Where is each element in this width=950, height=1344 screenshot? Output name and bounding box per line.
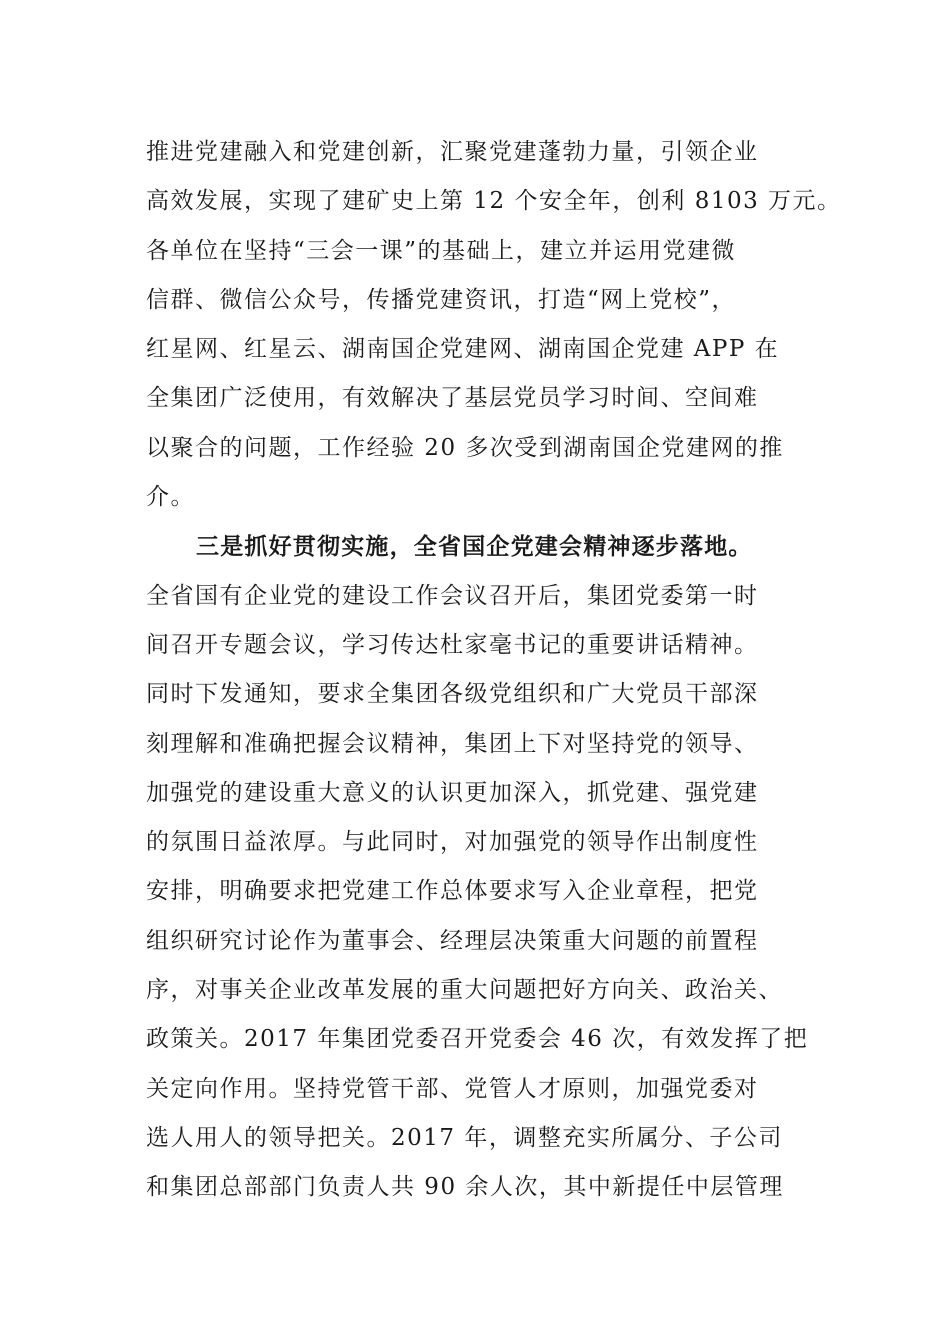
text-line: 加强党的建设重大意义的认识更加深入，抓党建、强党建 (146, 779, 759, 806)
text-line: 的氛围日益浓厚。与此同时，对加强党的领导作出制度性 (146, 829, 759, 856)
text-line: 选人用人的领导把关。2017 年，调整充实所属分、子公司 (146, 1124, 783, 1151)
text-line: 同时下发通知，要求全集团各级党组织和广大党员干部深 (146, 681, 759, 708)
text-line: 组织研究讨论作为董事会、经理层决策重大问题的前置程 (146, 927, 759, 954)
text-line: 安排，明确要求把党建工作总体要求写入企业章程，把党 (146, 878, 759, 905)
section-heading: 三是抓好贯彻实施，全省国企党建会精神逐步落地。 (196, 533, 753, 561)
text-line: 红星网、红星云、湖南国企党建网、湖南国企党建 APP 在 (146, 336, 780, 363)
text-line: 以聚合的问题，工作经验 20 多次受到湖南国企党建网的推 (146, 434, 784, 461)
text-line: 全集团广泛使用，有效解决了基层党员学习时间、空间难 (146, 385, 759, 412)
text-line: 关定向作用。坚持党管干部、党管人才原则，加强党委对 (146, 1075, 759, 1102)
text-line: 序，对事关企业改革发展的重大问题把好方向关、政治关、 (146, 977, 783, 1004)
text-line: 政策关。2017 年集团党委召开党委会 46 次，有效发挥了把 (146, 1026, 809, 1053)
body-text (146, 128, 842, 1213)
text-line: 高效发展，实现了建矿史上第 12 个安全年，创利 8103 万元。 (146, 188, 842, 215)
text-line: 全省国有企业党的建设工作会议召开后，集团党委第一时 (146, 582, 759, 609)
text-line: 刻理解和准确把握会议精神，集团上下对坚持党的领导、 (146, 730, 759, 757)
text-line: 各单位在坚持“三会一课”的基础上，建立并运用党建微 (146, 237, 737, 264)
text-line: 信群、微信公众号，传播党建资讯，打造“网上党校”， (146, 286, 737, 313)
text-line: 和集团总部部门负责人共 90 余人次，其中新提任中层管理 (146, 1174, 784, 1201)
text-line: 推进党建融入和党建创新，汇聚党建蓬勃力量，引领企业 (146, 139, 759, 165)
text-line: 间召开专题会议，学习传达杜家毫书记的重要讲话精神。 (146, 631, 759, 658)
text-line: 介。 (146, 484, 195, 511)
